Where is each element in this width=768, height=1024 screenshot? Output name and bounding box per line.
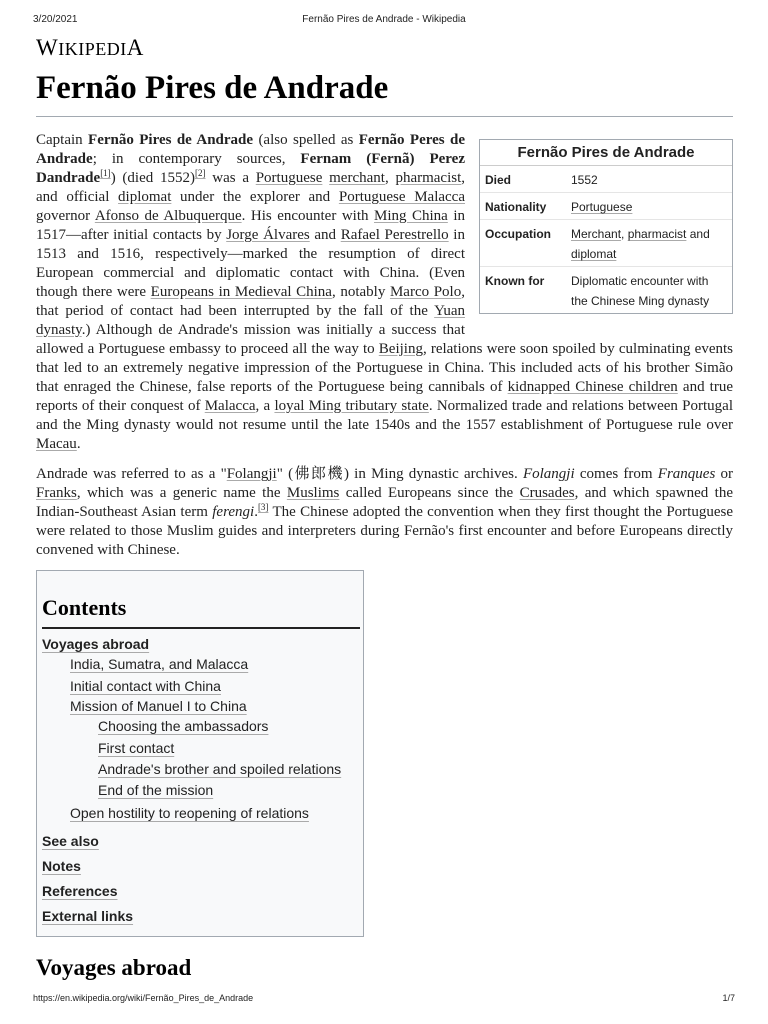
text: comes from [574,466,658,482]
toc-item-end-of-mission[interactable] [98,782,213,798]
citation-link[interactable]: [3] [257,502,269,512]
infobox-link[interactable]: Portuguese [571,200,633,214]
toc-item-notes[interactable] [42,858,81,874]
wikipedia-wordmark[interactable] [36,35,144,61]
toc-item-mission-manuel[interactable] [70,698,247,714]
toc-item-label: Open hostility to reopening of relations [70,805,309,821]
article-link[interactable]: Marco Polo [389,284,462,300]
article-link[interactable]: Rafael Perestrello [340,227,449,243]
toc-item-first-contact[interactable] [98,740,174,756]
infobox-row-occupation [480,220,732,267]
toc-divider [42,627,360,629]
toc-item-label: References [42,883,118,899]
text: " (佛郎機) in Ming dynastic archives. [276,466,523,482]
text: ; in contemporary sources, [92,151,301,167]
toc-item-label: Initial contact with China [70,678,221,694]
text: governor [36,208,95,224]
bold-name: Fernam (Fernã) Perez Dandrade [36,151,465,186]
article-link[interactable]: kidnapped Chinese children [507,379,678,395]
toc-item-label: India, Sumatra, and Malacca [70,656,249,672]
article-link[interactable]: loyal Ming tributary state [274,398,429,414]
infobox-label: Occupation [485,227,552,241]
print-page-number: 1/7 [722,993,735,1003]
toc-item-label: Voyages abroad [42,636,150,652]
infobox-link[interactable]: pharmacist [627,227,687,241]
toc-title: Contents [42,595,127,620]
toc-item-label: End of the mission [98,782,214,798]
article-link[interactable]: Folangji [226,466,277,482]
bold-name: Fernão Pires de Andrade [88,132,254,148]
infobox-value: Diplomatic encounter with the Chinese Ming dynasty [571,274,710,308]
article-link[interactable]: Afonso de Albuquerque [94,208,242,224]
infobox-value [567,193,732,220]
table-of-contents [36,570,364,937]
toc-item-label: External links [42,908,134,924]
text: was a [205,170,256,186]
article-link[interactable]: Europeans in Medieval China [150,284,332,300]
infobox-row-died [480,166,732,193]
text: called Europeans since the [339,485,520,501]
text: . His encounter with [241,208,374,224]
toc-item-open-hostility[interactable] [70,805,309,821]
infobox-value [567,220,732,267]
text: in 1513 and 1516, respectively—marked the resumption of direct European commercial and diplomatic contact with China. (Even though there were [36,227,465,300]
text: in 1517—after initial contacts by [36,208,466,243]
article-link[interactable]: Beijing [378,341,423,357]
print-page-title: Fernão Pires de Andrade - Wikipedia [302,14,466,25]
toc-item-see-also[interactable] [42,833,99,849]
article-link[interactable]: Portuguese Malacca [338,189,466,205]
text: .) Although de Andrade's mission was initially a success that allowed a Portuguese embassy to proceed all the way to [36,322,465,357]
text: Andrade was referred to as a " [36,466,227,482]
infobox-label: Died [485,173,512,187]
citation-link[interactable]: [2] [195,168,206,178]
text: , relations were soon spoiled by culminating events that led to an extremely negative impression of the Portuguese in China. This included acts of his brother Simão that enraged the Chinese, false reports of the Portuguese being cannibals of [36,341,733,395]
infobox-row-nationality [480,193,732,220]
article-link[interactable]: pharmacist [395,170,462,186]
bold-name: Fernão Peres de Andrade [36,132,465,167]
page-title: Fernão Pires de Andrade [36,70,389,106]
article-link[interactable]: Portuguese [255,170,323,186]
toc-item-label: Choosing the ambassadors [98,718,269,734]
text: and true reports of their conquest of [36,379,733,414]
article-link[interactable]: Muslims [286,485,340,501]
infobox-text: , [621,227,628,241]
toc-item-label: Mission of Manuel I to China [70,698,247,714]
text: Captain [36,132,89,148]
infobox-label: Nationality [485,200,547,214]
text: , that period of contact had been interrupted by the fall of the [36,284,465,319]
toc-item-label: See also [42,833,99,849]
toc-item-external-links[interactable] [42,908,133,924]
text: and [309,227,341,243]
article-link[interactable]: merchant [329,170,385,186]
text: (also spelled as [253,132,359,148]
print-url: https://en.wikipedia.org/wiki/Fernão_Pires_de_Andrade [33,993,254,1003]
text: . Normalized trade and relations between Portugal and the Ming dynasty would not resume until the late 1540s and the 1557 establishment of Portuguese rule over [36,398,733,433]
infobox-table [480,166,732,313]
text: The Chinese adopted the convention when they first thought the Portuguese were related to those Muslim guides and interpreters during Fernão's first encounter and before Europeans directly convened with Chinese. [36,504,733,558]
article-link[interactable]: Malacca [204,398,256,414]
wordmark-middle: IKIPEDI [58,39,127,59]
italic-term: Franques [657,466,716,482]
article-body [36,131,733,571]
toc-item-label: First contact [98,740,175,756]
italic-term: Folangji [522,466,575,482]
citation-link[interactable]: [1] [100,168,111,178]
text: , and official [36,170,466,205]
article-link[interactable]: Jorge Álvares [226,227,310,243]
toc-item-initial-contact[interactable] [70,678,221,694]
text: ) (died 1552) [110,170,195,186]
article-link[interactable]: Macau [36,436,77,452]
print-header [33,14,735,30]
infobox [479,139,733,314]
infobox-value: 1552 [571,173,598,187]
text: under the explorer and [171,189,339,205]
infobox-label: Known for [485,274,545,288]
text: . [254,504,258,520]
text: , notably [331,284,390,300]
text: . [76,436,81,452]
article-link[interactable]: Crusades [519,485,575,501]
infobox-row-known-for [480,267,732,314]
title-divider [36,116,733,117]
text: , and which spawned the Indian-Southeast Asian term [36,485,733,520]
text: , a [255,398,275,414]
toc-item-references[interactable] [42,883,118,899]
article-link[interactable]: Franks [36,485,77,501]
toc-item-label: Notes [42,858,81,874]
toc-item-label: Andrade's brother and spoiled relations [98,761,342,777]
italic-term: ferengi [212,504,255,520]
print-footer [33,993,735,1007]
wordmark-initial: W [36,35,59,60]
text: , which was a generic name the [76,485,287,501]
text: or [715,466,734,482]
toc-item-brother-spoiled-relations[interactable] [98,761,341,777]
article-link[interactable]: diplomat [118,189,172,205]
toc-item-choosing-ambassadors[interactable] [98,718,268,734]
article-link[interactable]: Yuan dynasty [36,303,465,338]
infobox-link[interactable]: diplomat [571,247,617,261]
infobox-link[interactable]: Merchant [571,227,622,241]
toc-item-voyages-abroad[interactable] [42,636,149,652]
second-paragraph [36,465,733,560]
wordmark-final: A [126,35,144,60]
text: , [384,170,396,186]
infobox-title: Fernão Pires de Andrade [480,140,732,166]
print-date: 3/20/2021 [33,14,78,25]
section-heading: Voyages abroad [36,955,192,980]
infobox-text: and [686,227,710,241]
toc-item-india-sumatra-malacca[interactable] [70,656,248,672]
article-link[interactable]: Ming China [374,208,448,224]
